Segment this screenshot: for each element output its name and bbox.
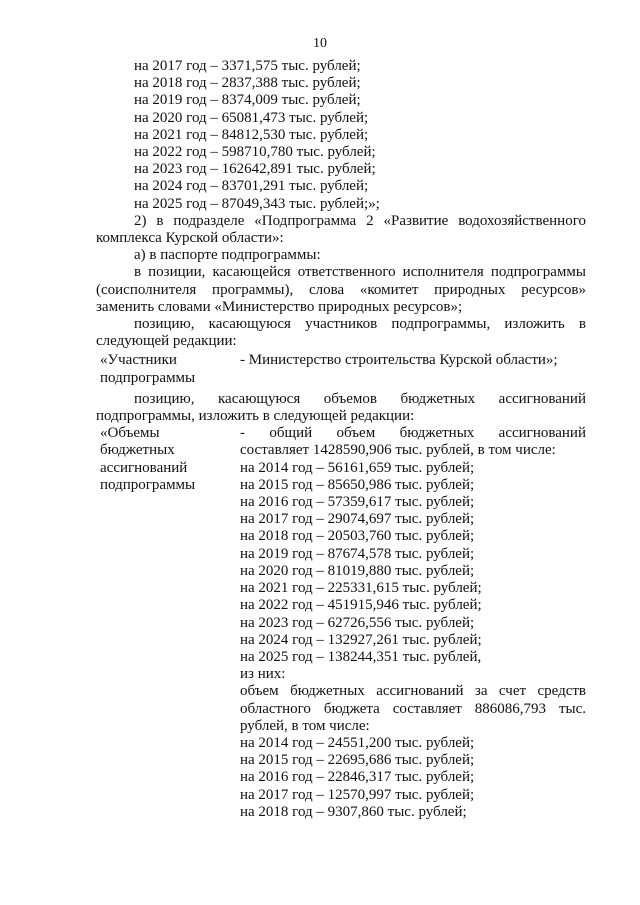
paragraph-line: заменить словами «Министерство природных ресурсов»; <box>96 298 463 315</box>
year-item: на 2015 год – 85650,986 тыс. рублей; <box>240 476 475 493</box>
year-item: на 2014 год – 56161,659 тыс. рублей; <box>240 459 475 476</box>
year-item: на 2024 год – 132927,261 тыс. рублей; <box>240 631 482 648</box>
paragraph-line: комплекса Курской области»: <box>96 230 284 247</box>
list-item: на 2018 год – 2837,388 тыс. рублей; <box>134 75 361 92</box>
year-item: на 2025 год – 138244,351 тыс. рублей, <box>240 648 482 665</box>
year-item: на 2015 год – 22695,686 тыс. рублей; <box>240 752 475 769</box>
label-line: подпрограммы <box>100 476 196 493</box>
label-line: бюджетных <box>100 442 175 459</box>
value-line: из них: <box>240 666 286 683</box>
year-item: на 2016 год – 57359,617 тыс. рублей; <box>240 494 475 511</box>
volumes-value <box>240 425 586 821</box>
paragraph-line: позицию, касающуюся участников подпрограммы, изложить в <box>134 316 586 333</box>
year-item: на 2018 год – 20503,760 тыс. рублей; <box>240 528 475 545</box>
list-item: на 2017 год – 3371,575 тыс. рублей; <box>134 58 361 74</box>
paragraph-line: следующей редакции: <box>96 333 237 350</box>
participants-value <box>240 352 586 369</box>
year-item: на 2022 год – 451915,946 тыс. рублей; <box>240 597 482 614</box>
list-item: на 2021 год – 84812,530 тыс. рублей; <box>134 126 369 143</box>
value-line: рублей, в том числе: <box>240 717 370 734</box>
value-line: объем бюджетных ассигнований за счет средств <box>240 683 586 700</box>
paragraph-passport: а) в паспорте подпрограммы: <box>134 247 321 264</box>
paragraph-line: 2) в подразделе «Подпрограмма 2 «Развитие водохозяйственного <box>134 212 586 229</box>
label-line: подпрограммы <box>100 369 196 386</box>
paragraph-line: подпрограммы, изложить в следующей редакции: <box>96 408 415 425</box>
participants-row <box>96 352 586 386</box>
year-item: на 2021 год – 225331,615 тыс. рублей; <box>240 580 482 597</box>
list-item: на 2025 год – 87049,343 тыс. рублей;»; <box>134 195 380 212</box>
page-number: 10 <box>313 36 327 51</box>
year-item: на 2017 год – 12570,997 тыс. рублей; <box>240 786 475 803</box>
document-body <box>96 58 586 821</box>
paragraph-line: (соисполнителя программы), слова «комитет природных ресурсов» <box>96 281 586 298</box>
volumes-label <box>96 425 240 494</box>
value-line: - общий объем бюджетных ассигнований <box>240 425 586 442</box>
year-item: на 2014 год – 24551,200 тыс. рублей; <box>240 734 475 751</box>
paragraph-subprogram-2 <box>96 213 586 247</box>
year-item: на 2016 год – 22846,317 тыс. рублей; <box>240 769 475 786</box>
value-line: составляет 1428590,906 тыс. рублей, в том числе: <box>240 442 556 459</box>
label-line: «Участники <box>100 352 177 369</box>
paragraph-responsible-executor <box>96 264 586 316</box>
volumes-row <box>96 425 586 821</box>
list-item: на 2023 год – 162642,891 тыс. рублей; <box>134 161 376 178</box>
list-item: на 2020 год – 65081,473 тыс. рублей; <box>134 109 369 126</box>
year-item: на 2017 год – 29074,697 тыс. рублей; <box>240 511 475 528</box>
list-item: на 2019 год – 8374,009 тыс. рублей; <box>134 92 361 109</box>
year-item: на 2019 год – 87674,578 тыс. рублей; <box>240 545 475 562</box>
value-line: областного бюджета составляет 886086,793 тыс. <box>240 700 586 717</box>
label-line: «Объемы <box>100 425 160 442</box>
label-line: ассигнований <box>100 459 188 476</box>
year-item: на 2018 год – 9307,860 тыс. рублей; <box>240 803 467 820</box>
paragraph-line: в позиции, касающейся ответственного исполнителя подпрограммы <box>134 264 586 281</box>
paragraph-volumes <box>96 391 586 425</box>
list-item: на 2024 год – 83701,291 тыс. рублей; <box>134 178 369 195</box>
participants-label <box>96 352 240 386</box>
year-item: на 2023 год – 62726,556 тыс. рублей; <box>240 614 475 631</box>
list-item: на 2022 год – 598710,780 тыс. рублей; <box>134 144 376 161</box>
funding-list-continued <box>96 58 586 213</box>
year-item: на 2020 год – 81019,880 тыс. рублей; <box>240 562 475 579</box>
value-line: - Министерство строительства Курской области»; <box>240 352 558 369</box>
paragraph-participants <box>96 316 586 350</box>
paragraph-line: позицию, касающуюся объемов бюджетных ассигнований <box>134 390 586 407</box>
